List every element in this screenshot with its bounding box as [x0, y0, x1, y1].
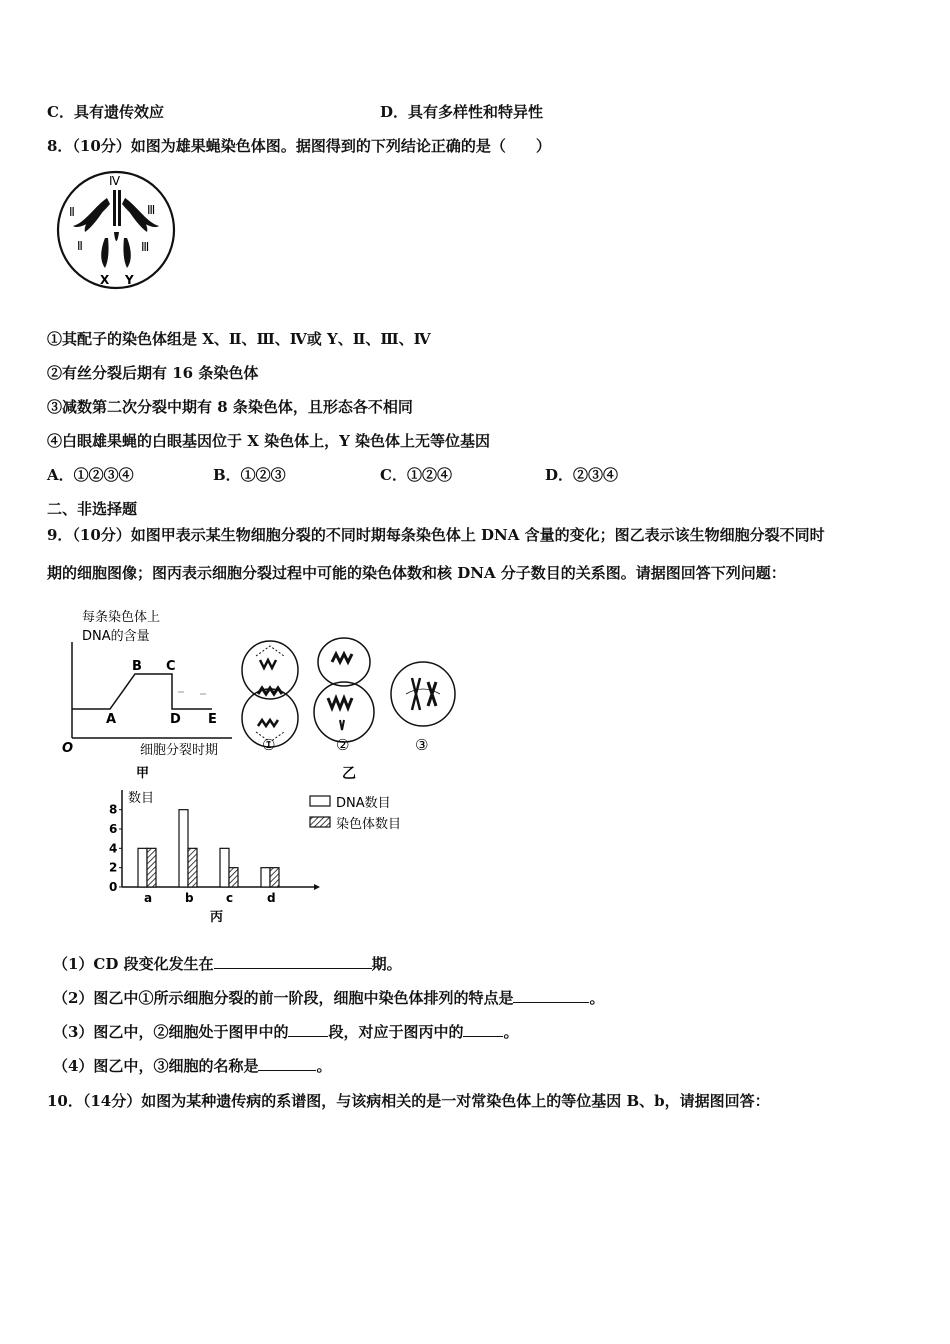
bing-ytick-8: 8: [109, 802, 118, 817]
jia-curve: [72, 674, 212, 709]
bar-c-dna: [220, 848, 229, 887]
q8-statement-2: ②有丝分裂后期有 16 条染色体: [47, 364, 259, 382]
label-iii-top: Ⅲ: [147, 203, 156, 217]
bar-a-chromosome: [147, 848, 156, 887]
bing-ytick-6: 6: [109, 822, 118, 836]
bing-xtick-d: d: [267, 891, 276, 905]
jia-ylabel-2: DNA的含量: [82, 629, 150, 644]
q9-sub2: [53, 988, 604, 1008]
jia-caption: 甲: [136, 766, 150, 781]
jia-point-b: B: [132, 659, 142, 674]
q8-option-c: C．①②④: [380, 466, 452, 484]
jia-point-a: A: [106, 712, 117, 727]
label-iii-bottom: Ⅲ: [141, 240, 150, 254]
chromosome-figure: [55, 168, 177, 292]
cell3: [391, 662, 455, 726]
q8-statement-3: ③减数第二次分裂中期有 8 条染色体，且形态各不相同: [47, 398, 413, 416]
bing-x-arrow: [314, 884, 320, 890]
legend-dna-label: DNA数目: [336, 796, 391, 811]
figure-jia: [60, 602, 240, 782]
bar-d-dna: [261, 868, 270, 887]
cell3-label: ③: [415, 736, 429, 754]
q9-sub3-text-a: （3）图乙中，②细胞处于图甲中的: [53, 1023, 289, 1041]
q9-sub3-blank-2[interactable]: [463, 1022, 503, 1037]
label-ii-bottom: Ⅱ: [77, 239, 83, 253]
bar-b-dna: [179, 810, 188, 887]
q9-sub4: [53, 1056, 331, 1076]
jia-point-e: E: [208, 712, 217, 727]
legend-chromosome-swatch: [310, 817, 330, 827]
q8-stem: 8．（10分）如图为雄果蝇染色体图。据图得到的下列结论正确的是（ ）: [47, 137, 551, 155]
label-iv: Ⅳ: [109, 174, 121, 188]
q9-sub3: [53, 1022, 518, 1042]
bing-ytick-2: 2: [109, 860, 118, 875]
q9-stem-line-2: 期的细胞图像；图丙表示细胞分裂过程中可能的染色体数和核 DNA 分子数目的关系图。请据图回答下列问题：: [47, 564, 786, 582]
q9-sub4-blank[interactable]: [258, 1056, 316, 1071]
jia-origin: O: [62, 741, 74, 756]
cell1-label: ①: [262, 736, 276, 754]
q9-sub1-blank[interactable]: [214, 954, 372, 969]
bar-a-dna: [138, 848, 147, 887]
q8-option-d: D．②③④: [545, 466, 619, 484]
q9-sub3-text-b: 段，对应于图丙中的: [328, 1023, 464, 1041]
q9-sub4-text-b: 。: [316, 1057, 332, 1075]
jia-ylabel-1: 每条染色体上: [82, 610, 161, 625]
yi-caption: 乙: [342, 766, 356, 782]
q8-option-b: B．①②③: [213, 466, 286, 484]
q9-sub1-text-b: 期。: [371, 955, 402, 973]
q7-option-c: C．具有遗传效应: [47, 103, 164, 121]
bing-xtick-b: b: [185, 891, 194, 905]
bing-caption: 丙: [210, 910, 224, 925]
q9-stem-line-1: 9．（10分）如图甲表示某生物细胞分裂的不同时期每条染色体上 DNA 含量的变化；图乙表示该生物细胞分裂不同时: [47, 526, 825, 544]
q8-option-a: A．①②③④: [47, 466, 134, 484]
jia-point-c: C: [166, 659, 176, 674]
label-y: Y: [125, 273, 134, 287]
section-heading: 二、非选择题: [47, 500, 138, 518]
bing-ytick-0: 0: [109, 880, 118, 894]
q9-sub2-text-b: 。: [589, 989, 605, 1007]
label-x: X: [100, 273, 110, 287]
bing-ytick-4: 4: [109, 841, 118, 856]
chromosome-iv-b: [118, 190, 121, 226]
chromosome-iv-dot: [114, 232, 119, 241]
chromosome-x: [101, 238, 108, 268]
q10-stem: 10．（14分）如图为某种遗传病的系谱图，与该病相关的是一对常染色体上的等位基因 B、b，请据图回答：: [47, 1092, 770, 1110]
chromosome-circle: [58, 172, 174, 288]
q9-sub3-blank-1[interactable]: [288, 1022, 328, 1037]
bing-ylabel: 数目: [128, 791, 155, 806]
q9-sub3-text-c: 。: [503, 1023, 519, 1041]
bing-xtick-a: a: [144, 891, 153, 905]
q7-option-d: D．具有多样性和特异性: [380, 103, 544, 121]
cell2-label: ②: [336, 736, 350, 754]
legend-dna-swatch: [310, 796, 330, 806]
bing-xtick-c: c: [226, 891, 234, 905]
q8-statement-1: ①其配子的染色体组是 X、Ⅱ、Ⅲ、Ⅳ或 Y、Ⅱ、Ⅲ、Ⅳ: [47, 330, 431, 348]
cell2-top: [318, 638, 370, 686]
bar-b-chromosome: [188, 848, 197, 887]
cell2-bottom: [314, 682, 374, 742]
q9-sub2-blank[interactable]: [513, 988, 589, 1003]
q9-sub4-text-a: （4）图乙中，③细胞的名称是: [53, 1057, 259, 1075]
figure-bing-chart: [100, 786, 430, 928]
chromosome-iv-a: [113, 190, 116, 226]
legend-chromosome-label: 染色体数目: [336, 817, 402, 832]
figure-yi: [236, 636, 466, 784]
label-ii-top: Ⅱ: [69, 205, 75, 219]
q8-statement-4: ④白眼雄果蝇的白眼基因位于 X 染色体上，Y 染色体上无等位基因: [47, 432, 491, 450]
chromosome-y: [123, 238, 130, 268]
bar-c-chromosome: [229, 868, 238, 887]
bar-d-chromosome: [270, 868, 279, 887]
jia-xlabel: 细胞分裂时期: [140, 743, 219, 758]
q9-sub1-text-a: （1）CD 段变化发生在: [53, 955, 214, 973]
jia-point-d: D: [170, 712, 181, 727]
q9-sub1: [53, 954, 402, 974]
q9-sub2-text-a: （2）图乙中①所示细胞分裂的前一阶段，细胞中染色体排列的特点是: [53, 989, 514, 1007]
